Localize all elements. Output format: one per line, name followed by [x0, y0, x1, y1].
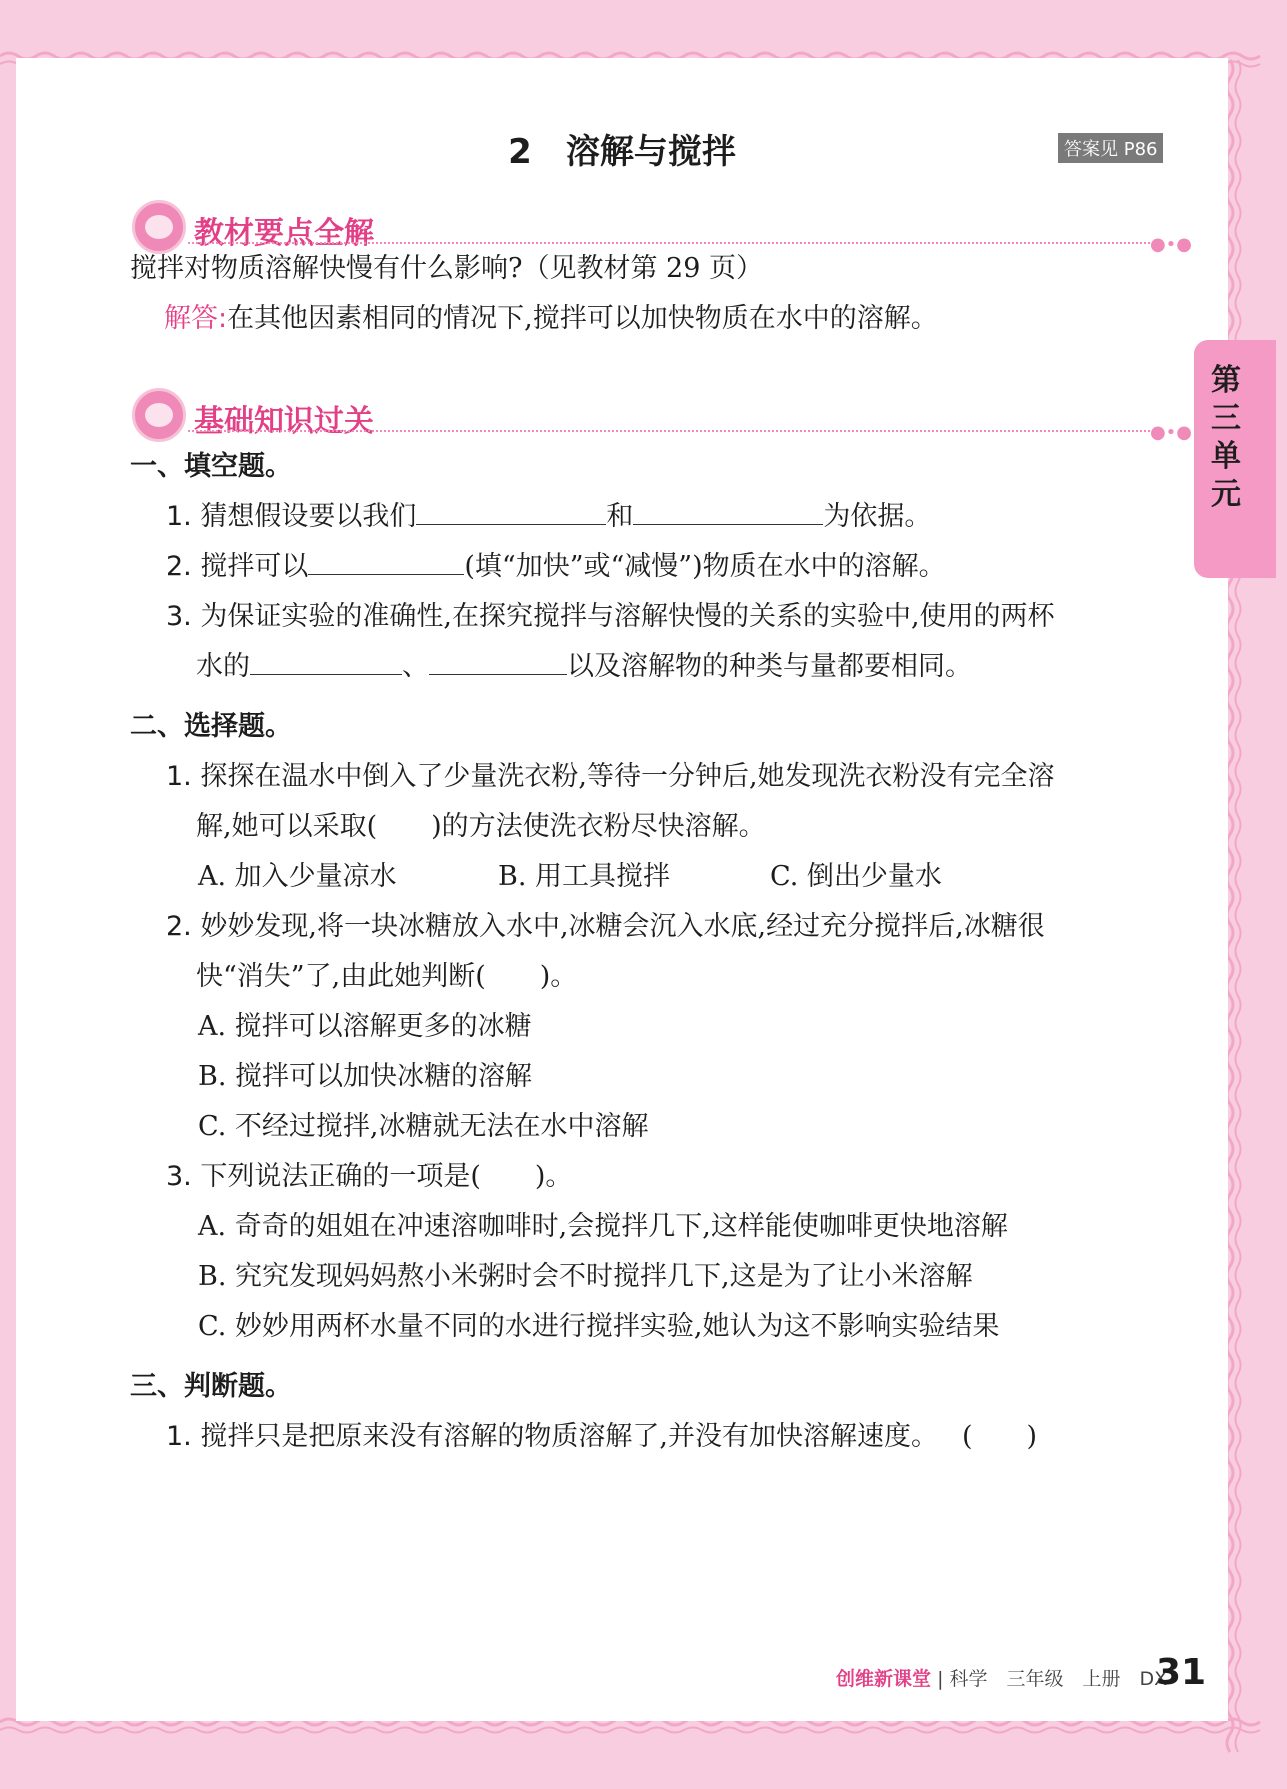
choice-option-b[interactable]: B. 究究发现妈妈熬小米粥时会不时搅拌几下,这是为了让小米溶解	[198, 1261, 973, 1292]
question-fill-2: 2. 搅拌可以 (填“加快”或“减慢”)物质在水中的溶解。	[166, 544, 946, 583]
choice-option-b[interactable]: B. 用工具搅拌	[498, 861, 671, 892]
divider	[188, 242, 1162, 244]
globe-badge-icon	[132, 388, 186, 442]
dots-decoration-icon: ●•●	[1149, 234, 1192, 255]
choice-option-c[interactable]: C. 倒出少量水	[770, 861, 942, 892]
section-title: 教材要点全解	[194, 216, 374, 251]
question-fill-3-cont: 水的 、 以及溶解物的种类与量都要相同。	[196, 644, 972, 683]
key-answer	[164, 296, 938, 335]
choice-option-a[interactable]: A. 搅拌可以溶解更多的冰糖	[198, 1011, 532, 1042]
page-number: 31	[1156, 1652, 1207, 1693]
question-choice-2: 2. 妙妙发现,将一块冰糖放入水中,冰糖会沉入水底,经过充分搅拌后,冰糖很	[166, 911, 1045, 942]
answer-text: 在其他因素相同的情况下,搅拌可以加快物质在水中的溶解。	[227, 303, 938, 334]
question-choice-1: 1. 探探在温水中倒入了少量洗衣粉,等待一分钟后,她发现洗衣粉没有完全溶	[166, 761, 1055, 792]
section-title: 基础知识过关	[194, 404, 374, 439]
choice-option-a[interactable]: A. 奇奇的姐姐在冲速溶咖啡时,会搅拌几下,这样能使咖啡更快地溶解	[198, 1211, 1008, 1242]
section-header-basics	[132, 388, 1192, 444]
unit-tab-label: 第三单元	[1211, 363, 1241, 512]
footer-info	[836, 1664, 1167, 1691]
question-choice-1-cont: 解,她可以采取( )的方法使洗衣粉尽快溶解。	[196, 811, 766, 842]
choice-option-a[interactable]: A. 加入少量凉水	[198, 861, 397, 892]
answer-reference-badge: 答案见 P86	[1058, 133, 1163, 163]
part-title-true-false: 三、判断题。	[130, 1371, 292, 1402]
brand-name: 创维新课堂	[836, 1668, 932, 1690]
book-info: | 科学 三年级 上册 DX	[937, 1668, 1168, 1690]
choice-option-c[interactable]: C. 不经过搅拌,冰糖就无法在水中溶解	[198, 1111, 649, 1142]
dots-decoration-icon: ●•●	[1149, 422, 1192, 443]
answer-label: 解答:	[164, 303, 228, 334]
question-judge-1: 1. 搅拌只是把原来没有溶解的物质溶解了,并没有加快溶解速度。	[166, 1421, 938, 1452]
question-fill-1: 1. 猜想假设要以我们 和 为依据。	[166, 494, 931, 533]
answer-blank[interactable]	[308, 548, 464, 575]
answer-blank[interactable]	[633, 498, 823, 525]
answer-blank[interactable]	[416, 498, 606, 525]
part-title-multiple-choice: 二、选择题。	[130, 711, 292, 742]
question-fill-3: 3. 为保证实验的准确性,在探究搅拌与溶解快慢的关系的实验中,使用的两杯	[166, 601, 1055, 632]
judge-answer-box[interactable]: ( )	[962, 1421, 1038, 1452]
question-choice-2-cont: 快“消失”了,由此她判断( )。	[196, 961, 578, 992]
part-title-fill-blank: 一、填空题。	[130, 451, 292, 482]
answer-blank[interactable]	[250, 648, 402, 675]
question-choice-3: 3. 下列说法正确的一项是( )。	[166, 1161, 573, 1192]
unit-side-tab	[1194, 340, 1276, 578]
choice-option-b[interactable]: B. 搅拌可以加快冰糖的溶解	[198, 1061, 533, 1092]
answer-blank[interactable]	[429, 648, 567, 675]
choice-option-c[interactable]: C. 妙妙用两杯水量不同的水进行搅拌实验,她认为这不影响实验结果	[198, 1311, 1000, 1342]
page-title: 2 溶解与搅拌	[508, 132, 736, 172]
page-content	[16, 58, 1228, 1721]
key-question: 搅拌对物质溶解快慢有什么影响?（见教材第 29 页）	[130, 253, 763, 284]
divider	[188, 430, 1162, 432]
